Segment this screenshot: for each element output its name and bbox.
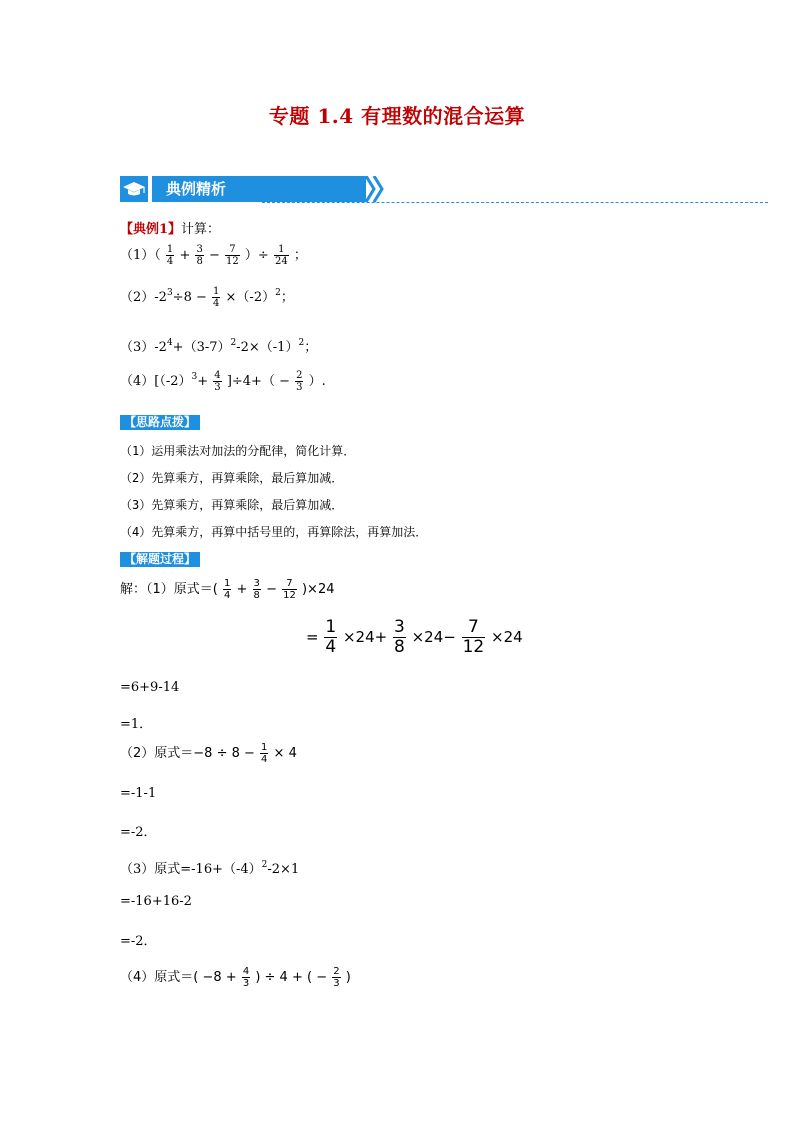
exponent: 2 (230, 338, 237, 348)
solution-text: ) ÷ 4 + ( − (255, 970, 328, 985)
solution-1-line-3: =6+9-14 (120, 680, 180, 695)
problem-text: （4）[（-2） (120, 374, 192, 389)
solution-text: （2）原式＝−8 ÷ 8 − (120, 746, 255, 761)
exponent: 4 (166, 338, 173, 348)
problem-text: ]÷4+（ − (226, 374, 290, 389)
solution-2-line-3: =-2． (120, 825, 157, 840)
solution-1-line-2 (306, 618, 523, 657)
problem-text: （1）（ (120, 248, 161, 263)
hint-item: （2）先算乘方，再算乘除，最后算加减． (120, 471, 344, 485)
solution-text: -2×1 (267, 862, 300, 877)
fraction: $\frac{4}{3}$ (214, 370, 221, 393)
problem-text: + (197, 374, 209, 389)
fraction: $\frac{1}{4}$ (261, 742, 268, 765)
fraction: $\frac{2}{3}$ (296, 370, 303, 393)
fraction: $\frac{4}{3}$ (242, 966, 250, 989)
solution-1-line-4: =1． (120, 717, 153, 732)
problem-3 (120, 336, 317, 355)
fraction: $\frac{3}{8}$ (253, 578, 260, 601)
problem-text: ； (293, 248, 307, 263)
graduation-cap-icon (120, 176, 148, 202)
solution-text: ×24− (411, 628, 456, 646)
fraction: $\frac{2}{3}$ (333, 966, 340, 989)
exponent: 2 (298, 338, 305, 348)
fraction: $\frac{3}{8}$ (393, 617, 405, 657)
problem-text: ×（-2） (225, 290, 276, 305)
problem-1 (120, 244, 307, 267)
solution-text: ) (345, 970, 351, 985)
problem-4 (120, 370, 326, 393)
solution-text: )×24 (301, 582, 335, 597)
solution-1-line-1 (120, 578, 335, 601)
fraction: $\frac{1}{4}$ (213, 286, 220, 309)
operator: + (236, 582, 248, 597)
fraction: $\frac{1}{4}$ (223, 578, 231, 601)
operator: − (266, 582, 277, 597)
solution-tag: 【解题过程】 (120, 552, 200, 567)
solution-2-line-2: =-1-1 (120, 786, 157, 801)
fraction: $\frac{7}{12}$ (283, 578, 296, 601)
section-banner-label: 典例精析 (152, 176, 366, 202)
hints-tag: 【思路点拨】 (120, 415, 200, 430)
fraction: $\frac{7}{12}$ (462, 617, 485, 657)
solution-3-line-1 (120, 858, 299, 877)
solution-text: 解：（1）原式＝( (120, 582, 218, 597)
solution-3-line-2: =-16+16-2 (120, 894, 192, 909)
problem-text: ； (304, 340, 318, 355)
hint-item: （3）先算乘方，再算乘除，最后算加减． (120, 498, 344, 512)
fraction: $\frac{3}{8}$ (196, 244, 203, 267)
fraction: $\frac{1}{24}$ (274, 244, 288, 267)
problem-text: ÷8 − (172, 290, 207, 305)
example-heading (120, 218, 220, 237)
exponent: 2 (261, 860, 268, 870)
fraction: $\frac{1}{4}$ (166, 244, 174, 267)
problem-text: （3）-2 (120, 340, 167, 355)
example-text: 计算： (181, 222, 221, 237)
solution-text: × 4 (273, 746, 297, 761)
solution-text: （4）原式＝( −8 + (120, 970, 237, 985)
solution-4-line-1 (120, 966, 351, 989)
page-title: 专题 1.4 有理数的混合运算 (268, 104, 526, 128)
solution-text: ×24+ (342, 628, 388, 646)
hint-item: （4）先算乘方，再算中括号里的，再算除法，再算加法． (120, 525, 428, 539)
exponent: 3 (166, 288, 173, 298)
operator: = (306, 628, 319, 646)
problem-text: -2×（-1） (236, 340, 299, 355)
problem-2 (120, 286, 294, 309)
operator: + (179, 248, 191, 263)
problem-text: ）. (308, 374, 326, 389)
fraction: $\frac{7}{12}$ (226, 244, 239, 267)
solution-3-line-3: =-2． (120, 934, 157, 949)
problem-text: ）÷ (244, 248, 269, 263)
solution-2-line-1 (120, 742, 297, 765)
hint-item: （1）运用乘法对加法的分配律，简化计算． (120, 444, 356, 458)
example-tag: 【典例1】 (120, 222, 182, 237)
problem-text: +（3-7） (172, 340, 231, 355)
problem-text: （2）-2 (120, 290, 167, 305)
solution-text: （3）原式=-16+（-4） (120, 862, 262, 877)
section-divider (262, 202, 768, 203)
operator: − (209, 248, 220, 263)
exponent: 2 (275, 288, 281, 298)
chevron-right-icon (364, 176, 384, 204)
fraction: $\frac{1}{4}$ (325, 617, 337, 657)
exponent: 3 (191, 372, 198, 382)
problem-text: ； (280, 290, 294, 305)
solution-text: ×24 (491, 628, 523, 646)
